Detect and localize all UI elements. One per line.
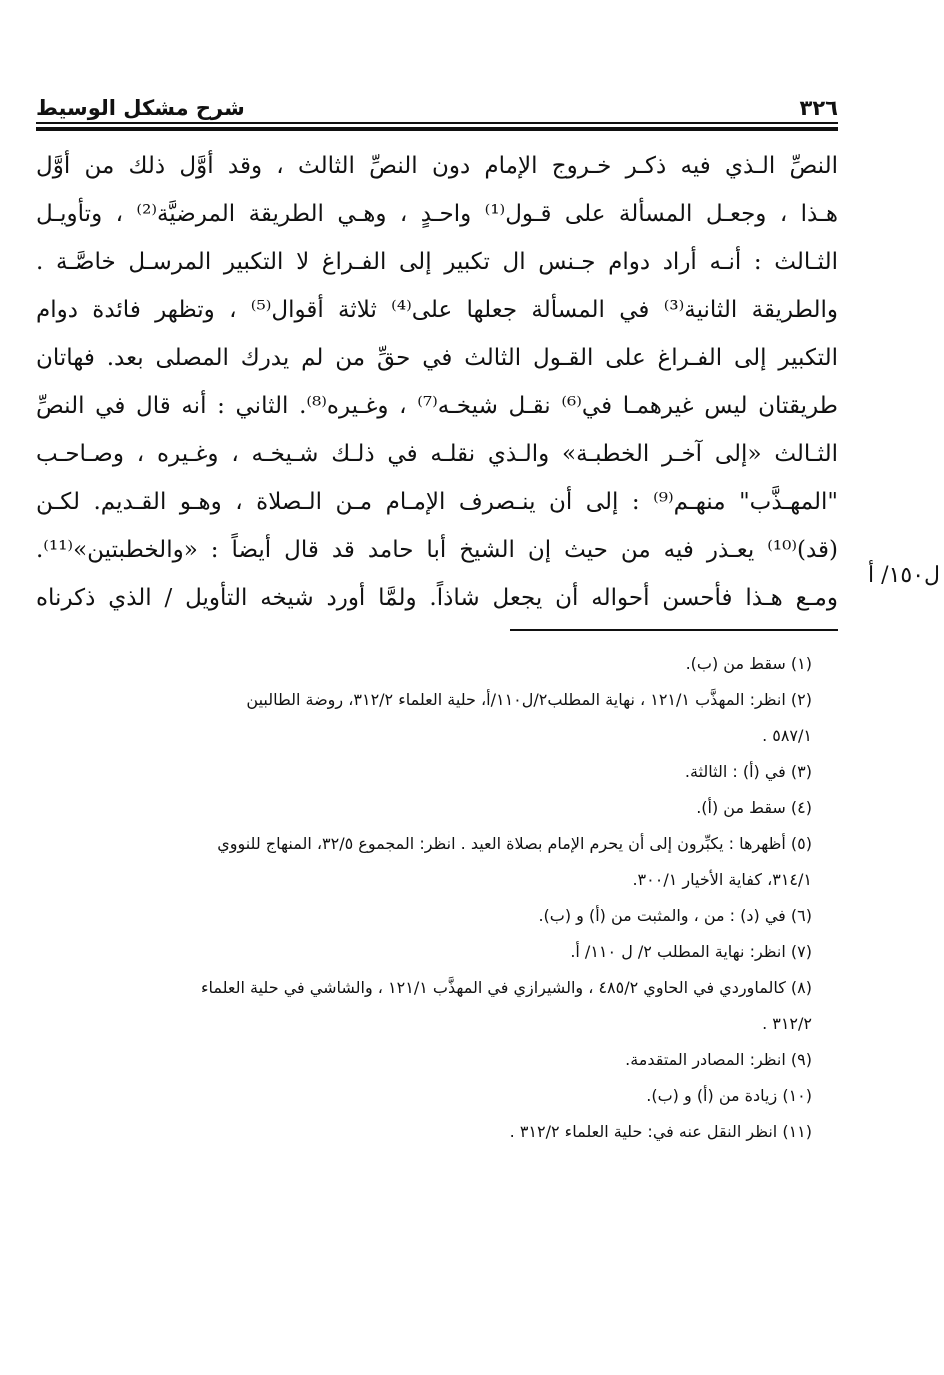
footnote	[36, 1042, 812, 1078]
header-rule-thin	[36, 122, 838, 124]
main-text	[36, 142, 838, 622]
footnote-line: (١٠) زيادة من (أ) و (ب).	[646, 1086, 812, 1105]
running-head	[36, 86, 838, 120]
footnote-line: (٦) في (د) : من ، والمثبت من (أ) و (ب).	[538, 906, 812, 925]
header-rule-thick	[36, 127, 838, 131]
text-line: الثـالث : أنـه أراد دوام جـنس ال تكبير إلى الفـراغ لا التكبير المرسـل خاصَّـة .	[36, 249, 838, 275]
footnote	[36, 934, 812, 970]
footnote-line: (٧) انظر: نهاية المطلب ٢/ ل ١١٠/ أ.	[570, 942, 812, 961]
footnote	[36, 790, 812, 826]
text-line: ومـع هـذا فأحسن أحواله أن يجعل شاذاً. ولمَّا أورد شيخه التأويل / الذي ذكرناه	[36, 585, 838, 611]
text-line: (قد)⁽¹⁰⁾ يعـذر فيه من حيث إن الشيخ أبا حامد قد قال أيضاً : «والخطبتين»⁽¹¹⁾.	[36, 537, 838, 563]
footnote-line: (١١) انظر النقل عنه في: حلية العلماء ٣١٢/٢ .	[509, 1122, 812, 1141]
footnote-line: ٣١٢/٢ .	[762, 1014, 812, 1033]
text-line: النصِّ الـذي فيه ذكـر خـروج الإمام دون النصِّ الثالث ، وقد أوَّل ذلك من أوَّل	[36, 153, 838, 179]
footnote	[36, 826, 812, 898]
page-number: ٣٢٦	[799, 96, 838, 120]
footnote	[36, 1114, 812, 1150]
footnote-line: (٤) سقط من (أ).	[696, 798, 812, 817]
footnotes	[36, 646, 812, 1150]
footnote-line: (١) سقط من (ب).	[685, 654, 812, 673]
footnote-line: (٢) انظر: المهذَّب ١٢١/١ ، نهاية المطلب٢/ل١١٠/أ، حلية العلماء ٣١٢/٢، روضة الطالبين	[246, 690, 812, 709]
footnote-line: (٣) في (أ) : الثالثة.	[684, 762, 812, 781]
text-line: طريقتان ليس غيرهمـا في⁽⁶⁾ نقـل شيخـه⁽⁷⁾ ، وغـيره⁽⁸⁾. الثاني : أنه قال في النصِّ	[36, 393, 838, 419]
footnote	[36, 1078, 812, 1114]
text-line: التكبير إلى الفـراغ على القـول الثالث في حقِّ من لم يدرك المصلى بعد. فهاتان	[36, 345, 838, 371]
footnote-line: (٩) انظر: المصادر المتقدمة.	[625, 1050, 812, 1069]
footnote-line: ٣١٤/١، كفاية الأخيار ٣٠٠/١.	[632, 870, 812, 889]
footnote	[36, 754, 812, 790]
footnote-line: (٥) أظهرها : يكبِّرون إلى أن يحرم الإمام بصلاة العيد . انظر: المجموع ٣٢/٥، المنهاج للنووي	[217, 834, 812, 853]
footnote-separator	[510, 629, 838, 631]
footnote-line: ٥٨٧/١ .	[762, 726, 812, 745]
text-line: "المهـذَّب" منهـم⁽⁹⁾ : إلى أن ينـصرف الإمـام مـن الـصلاة ، وهـو القـديم. لكـن	[36, 489, 838, 515]
text-line: الثـالث «إلى آخـر الخطبـة» والـذي نقلـه في ذلـك شـيخـه ، وغـيره ، وصـاحـب	[36, 441, 838, 467]
text-line: هـذا ، وجعـل المسألة على قـول⁽¹⁾ واحـدٍ ، وهـي الطريقة المرضيَّة⁽²⁾ ، وتأويـل	[36, 201, 838, 227]
footnote-line: (٨) كالماوردي في الحاوي ٤٨٥/٢ ، والشيرازي في المهذَّب ١٢١/١ ، والشاشي في حلية العلماء	[200, 978, 812, 997]
text-line: والطريقة الثانية⁽³⁾ في المسألة جعلها على⁽⁴⁾ ثلاثة أقوال⁽⁵⁾ ، وتظهر فائدة دوام	[36, 297, 838, 323]
manuscript-folio-note: ل١٥٠/ أ	[868, 563, 940, 588]
footnote	[36, 898, 812, 934]
footnote	[36, 646, 812, 682]
footnote	[36, 682, 812, 754]
book-title: شرح مشكل الوسيط	[36, 96, 245, 120]
footnote	[36, 970, 812, 1042]
